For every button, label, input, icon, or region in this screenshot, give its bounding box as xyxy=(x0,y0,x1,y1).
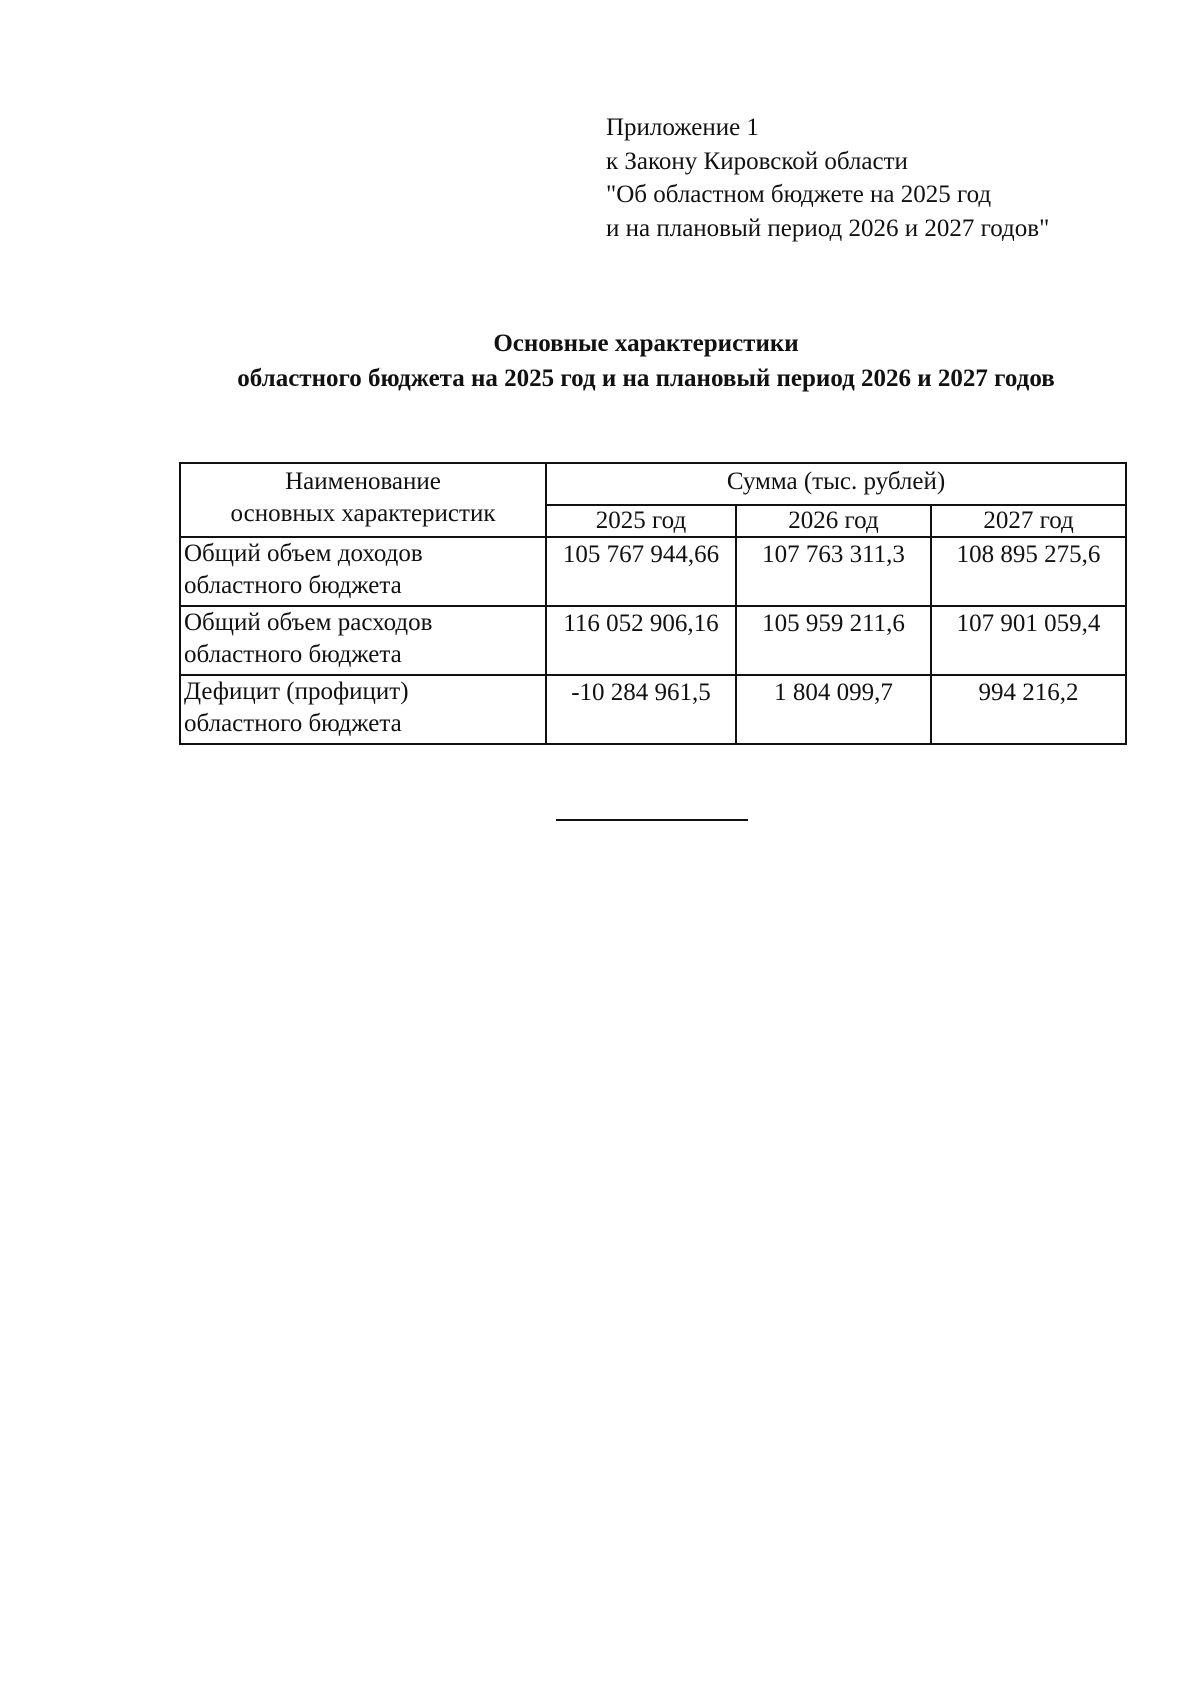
table-row xyxy=(180,537,1126,606)
value-cell: 1 804 099,7 xyxy=(736,675,931,744)
value-cell: 105 959 211,6 xyxy=(736,606,931,675)
table-row xyxy=(180,675,1126,744)
value-cell: 107 763 311,3 xyxy=(736,537,931,606)
row-name-line: Дефицит (профицит) xyxy=(184,678,409,705)
document-title xyxy=(0,326,1200,396)
appendix-line: и на плановый период 2026 и 2027 годов" xyxy=(606,214,1050,242)
budget-table xyxy=(179,462,1127,745)
table-header-row xyxy=(180,463,1126,505)
value-cell: 108 895 275,6 xyxy=(931,537,1126,606)
appendix-line: к Закону Кировской области xyxy=(606,147,908,175)
appendix-note xyxy=(606,111,1049,245)
row-name-cell xyxy=(180,606,546,675)
value-cell: 107 901 059,4 xyxy=(931,606,1126,675)
year-header: 2025 год xyxy=(546,505,736,537)
header-name-line: Наименование xyxy=(285,468,441,495)
row-name-line: областного бюджета xyxy=(184,641,402,668)
appendix-line: Приложение 1 xyxy=(606,114,759,141)
table-row xyxy=(180,606,1126,675)
row-name-line: Общий объем доходов xyxy=(184,540,423,567)
header-name-line: основных характеристик xyxy=(230,500,496,527)
value-cell: 105 767 944,66 xyxy=(546,537,736,606)
year-header: 2027 год xyxy=(931,505,1126,537)
header-name-cell xyxy=(180,463,546,537)
title-line: Основные характеристики xyxy=(493,330,799,357)
value-cell: 116 052 906,16 xyxy=(546,606,736,675)
row-name-cell xyxy=(180,537,546,606)
value-cell: -10 284 961,5 xyxy=(546,675,736,744)
year-header: 2026 год xyxy=(736,505,931,537)
appendix-line: "Об областном бюджете на 2025 год xyxy=(606,181,992,208)
row-name-line: Общий объем расходов xyxy=(184,609,433,636)
row-name-line: областного бюджета xyxy=(184,572,402,599)
row-name-cell xyxy=(180,675,546,744)
value-cell: 994 216,2 xyxy=(931,675,1126,744)
end-divider-line xyxy=(556,819,748,821)
header-sum-cell: Сумма (тыс. рублей) xyxy=(546,463,1126,505)
row-name-line: областного бюджета xyxy=(184,710,402,737)
title-line: областного бюджета на 2025 год и на плановый период 2026 и 2027 годов xyxy=(237,365,1055,392)
